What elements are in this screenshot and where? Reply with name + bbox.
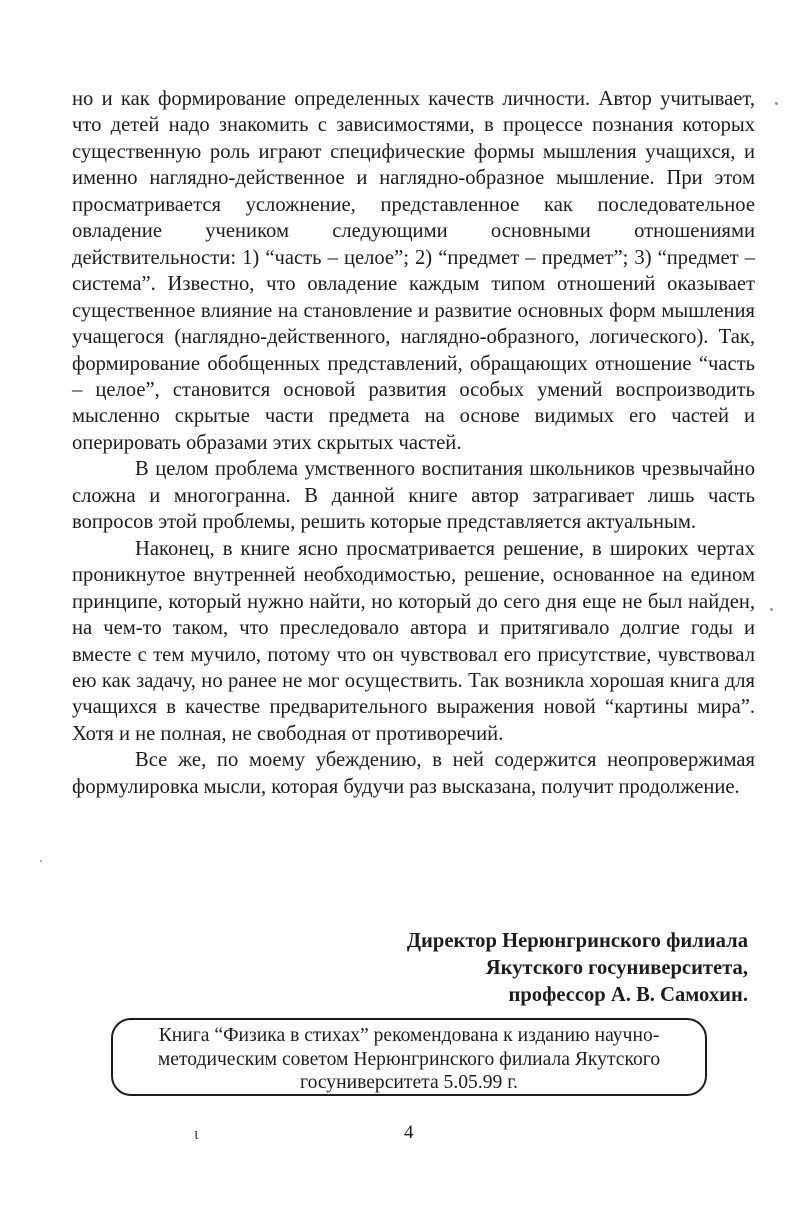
note-line-2: методическим советом Нерюнгринского филиала Якутского — [157, 1048, 661, 1070]
stray-print-mark: ι — [194, 1124, 199, 1143]
body-text — [72, 86, 755, 800]
page-number: 4 — [404, 1122, 414, 1143]
signature-position: Директор Нерюнгринского филиала — [406, 930, 748, 952]
signature-institution: Якутского госуниверситета, — [485, 957, 748, 979]
paragraph-continuation: но и как формирование определенных качеств личности. Автор учитывает, что детей надо знакомить с зависимостями, в процессе познания которых существенную роль играют специфические формы мышления учащихся, и именно наглядно-действенное и наглядно-образное мышление. При этом просматривается усложнение, представленное как последовательное овладение учеником следующими основными отношениями действительности: 1) “часть – целое”; 2) “предмет – предмет”; 3) “предмет – система”. Известно, что овладение каждым типом отношений оказывает существенное влияние на становление и развитие основных форм мышления учащегося (наглядно-действенного, наглядно-образного, логического). Так, формирование обобщенных представлений, обращающих отношение “часть – целое”, становится основой развития особых умений воспроизводить мысленно скрытые части предмета на основе видимых его частей и оперировать образами этих скрытых частей. — [72, 88, 755, 454]
print-speck — [775, 102, 778, 105]
print-speck — [40, 860, 42, 862]
print-speck — [770, 608, 773, 611]
recommendation-note-box — [111, 1018, 707, 1096]
paragraph-conclusion: Все же, по моему убеждению, в ней содержится неопровержимая формулировка мысли, которая будучи раз высказана, получит продолжение. — [72, 749, 755, 798]
note-line-1: Книга “Физика в стихах” рекомендована к изданию научно- — [158, 1025, 660, 1046]
note-line-3: госуниверситета 5.05.99 г. — [300, 1072, 518, 1093]
paragraph-book-solution: Наконец, в книге ясно просматривается решение, в широких чертах проникнутое внутренней необходимостью, решение, основанное на едином принципе, который нужно найти, но который до сего дня еще не был найден, на чем-то таком, что преследовало автора и притягивало долгие годы и вместе с тем мучило, потому что он чувствовал его присутствие, чувствовал ею как задачу, но ранее не мог осуществить. Так возникла хорошая книга для учащихся в качестве предварительного выражения новой “картины мира”. Хотя и не полная, не свободная от противоречий. — [72, 537, 755, 745]
signature-name: профессор А. В. Самохин. — [508, 984, 748, 1006]
author-signature — [328, 928, 748, 1009]
paragraph-problem-overview: В целом проблема умственного воспитания школьников чрезвычайно сложна и многогранна. В данной книге автор затрагивает лишь часть вопросов этой проблемы, решить которые представляется актуальным. — [72, 458, 755, 534]
